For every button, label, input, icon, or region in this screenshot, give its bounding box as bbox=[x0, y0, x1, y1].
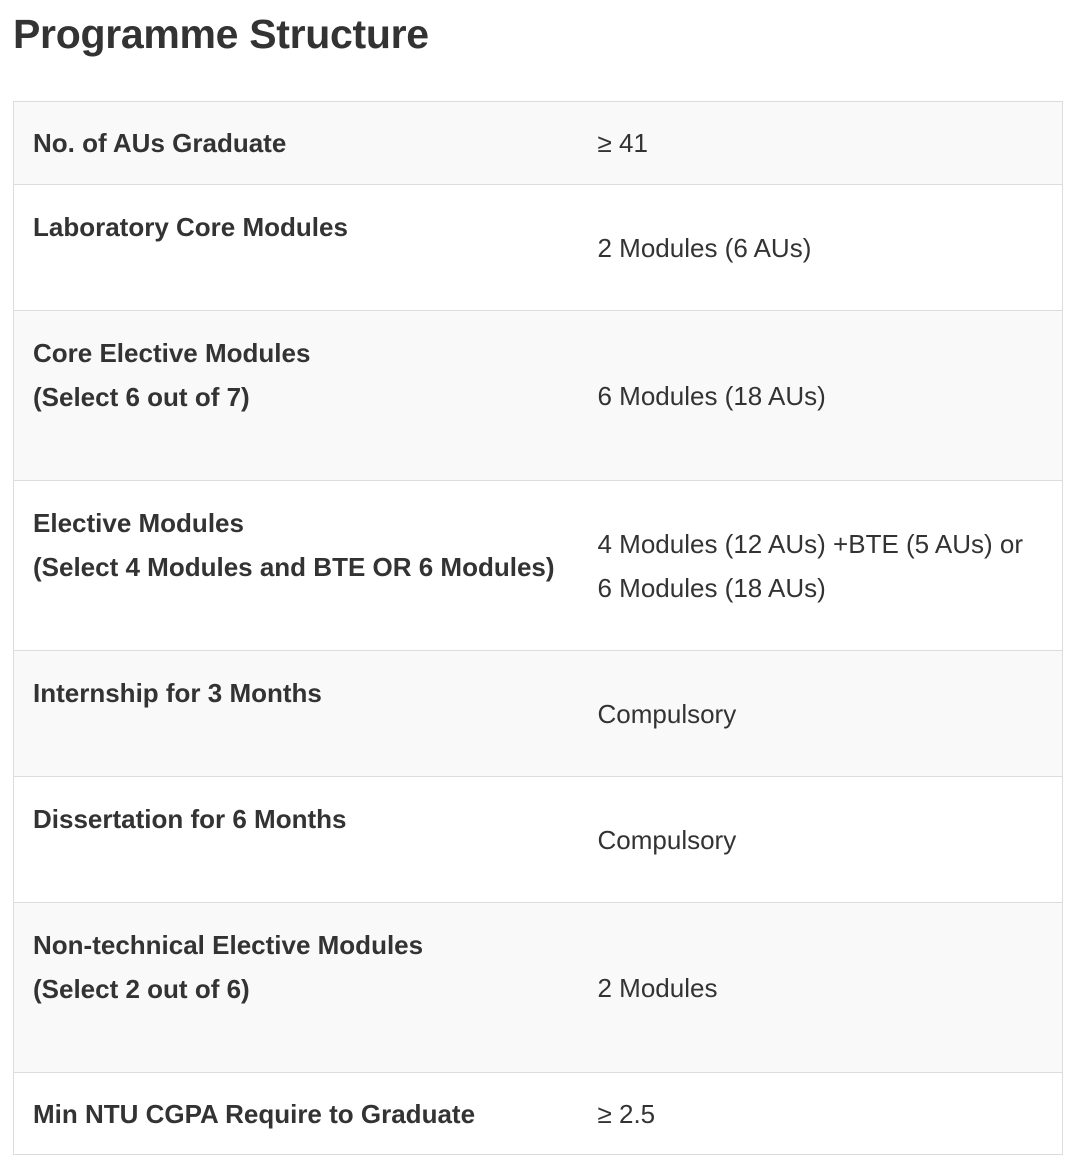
requirement-label-cell bbox=[14, 481, 578, 651]
requirement-label-cell bbox=[14, 651, 578, 777]
requirement-value-cell bbox=[578, 102, 1063, 185]
requirement-value: ≥ 2.5 bbox=[597, 1098, 656, 1129]
requirement-value-cell bbox=[578, 311, 1063, 481]
table-row bbox=[14, 185, 1063, 311]
requirement-sublabel: (Select 4 Modules and BTE OR 6 Modules) bbox=[33, 552, 555, 582]
requirement-label: Dissertation for 6 Months bbox=[33, 804, 347, 834]
requirement-label: Min NTU CGPA Require to Graduate bbox=[33, 1098, 476, 1129]
requirement-value: 2 Modules bbox=[597, 972, 718, 1003]
requirement-sublabel: (Select 6 out of 7) bbox=[33, 382, 250, 412]
table-row bbox=[14, 481, 1063, 651]
programme-structure-table bbox=[13, 101, 1063, 1155]
table-row bbox=[14, 311, 1063, 481]
requirement-value: Compulsory bbox=[597, 824, 737, 855]
requirement-label-cell bbox=[14, 311, 578, 481]
requirement-value-cell bbox=[578, 777, 1063, 903]
requirement-value: ≥ 41 bbox=[597, 128, 648, 158]
table-row bbox=[14, 777, 1063, 903]
table-row bbox=[14, 1073, 1063, 1155]
table-row bbox=[14, 102, 1063, 185]
requirement-value: Compulsory bbox=[597, 698, 737, 729]
requirement-value-cell bbox=[578, 903, 1063, 1073]
requirement-label: Non-technical Elective Modules bbox=[33, 930, 424, 960]
requirement-value-cell bbox=[578, 1073, 1063, 1155]
requirement-value-cell bbox=[578, 185, 1063, 311]
requirement-sublabel: (Select 2 out of 6) bbox=[33, 974, 250, 1004]
requirement-label: Elective Modules bbox=[33, 508, 244, 538]
requirement-label: Internship for 3 Months bbox=[33, 678, 322, 708]
requirement-label-cell bbox=[14, 903, 578, 1073]
requirement-value-cell bbox=[578, 651, 1063, 777]
requirement-label-cell bbox=[14, 1073, 578, 1155]
requirement-label: Core Elective Modules bbox=[33, 338, 311, 368]
requirement-value-cell bbox=[578, 481, 1063, 651]
requirement-label-cell bbox=[14, 102, 578, 185]
requirement-label-cell bbox=[14, 185, 578, 311]
table-row bbox=[14, 651, 1063, 777]
requirement-value: 6 Modules (18 AUs) bbox=[597, 380, 826, 411]
requirement-label: Laboratory Core Modules bbox=[33, 212, 348, 242]
requirement-value: 2 Modules (6 AUs) bbox=[597, 232, 812, 263]
requirement-value: 6 Modules (18 AUs) bbox=[597, 572, 826, 603]
table-row bbox=[14, 903, 1063, 1073]
page-title: Programme Structure bbox=[13, 11, 429, 57]
requirement-label: No. of AUs Graduate bbox=[33, 128, 287, 158]
requirement-label-cell bbox=[14, 777, 578, 903]
requirement-value: 4 Modules (12 AUs) +BTE (5 AUs) or bbox=[597, 528, 1024, 559]
